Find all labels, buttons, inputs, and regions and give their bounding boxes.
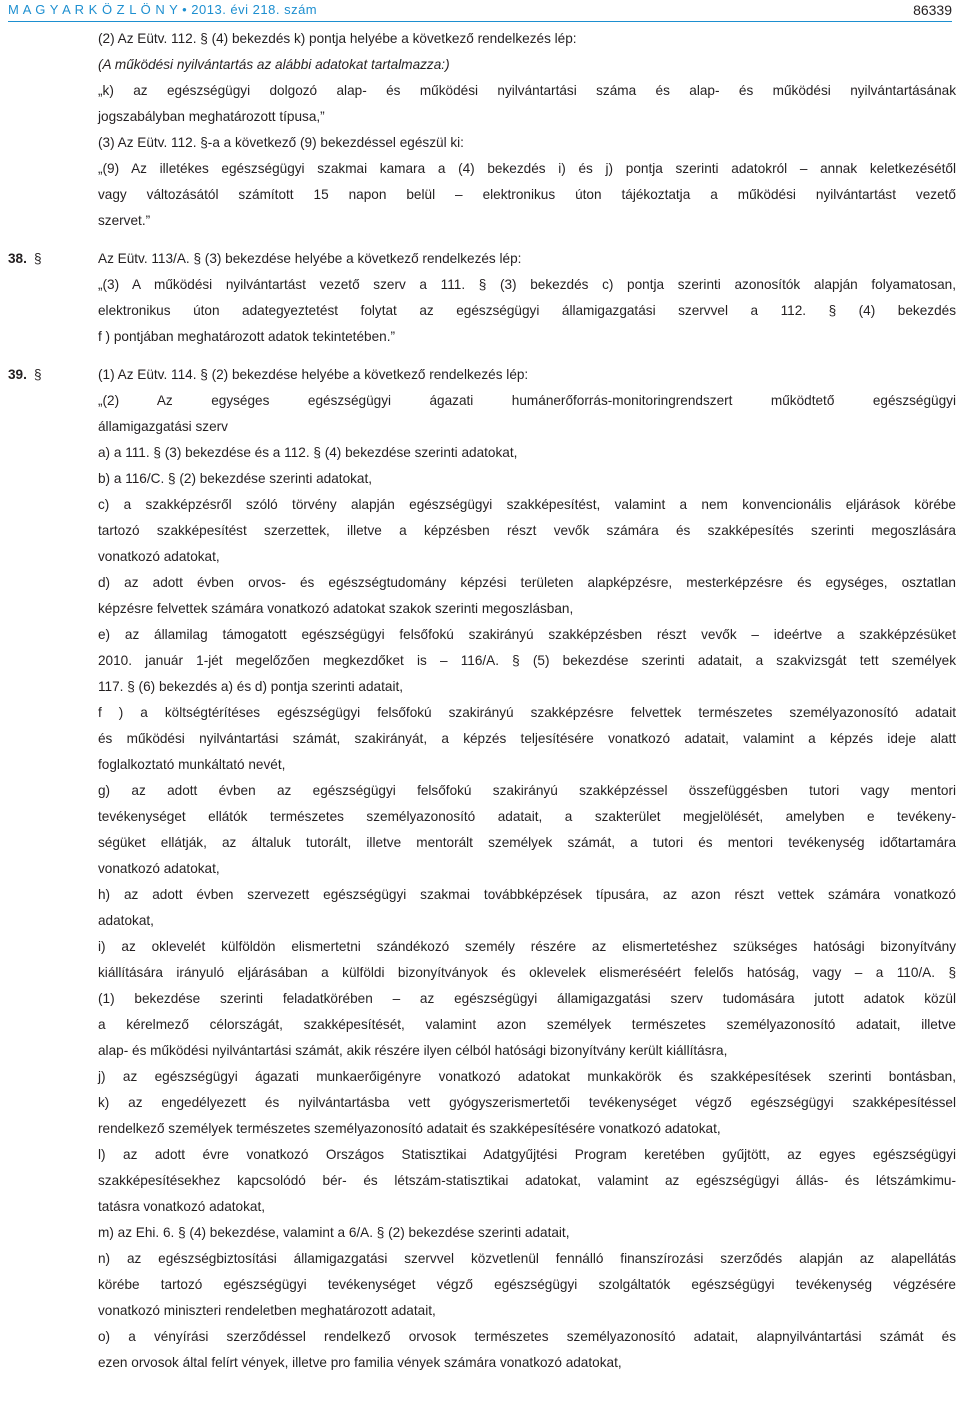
text-line: tevékenységet ellátók természetes személyazonosító adatait, a szakterület megjelölését, amelyben e tevékeny- — [98, 809, 956, 824]
text-line: „k) az egészségügyi dolgozó alap- és működési nyilvántartási száma és alap- és működési nyilvántartásának — [98, 83, 956, 98]
text-line: tartozó szakképesítést szerzettek, illetve a képzésben részt vevők számára és szakképesítés szerinti megoszlására — [98, 523, 956, 538]
text-line: 2010. január 1-jét megelőzően megkezdőket is – 116/A. § (5) bekezdése szerinti adatait, a szakvizsgát tett személyek — [98, 653, 956, 668]
text-line: adatokat, — [98, 913, 154, 928]
text-line: ezen orvosok által felírt vények, illetve pro familia vények számára vonatkozó adatokat, — [98, 1355, 622, 1370]
text-line: rendelkező személyek természetes személyazonosító adatait és szakképesítésére vonatkozó adatokat, — [98, 1121, 721, 1136]
header-rule — [8, 21, 952, 22]
text-line: i) az oklevelét külföldön elismertetni szándékozó személy részére az elismertetéshez szükséges hatósági bizonyítvány — [98, 939, 956, 954]
text-line: f ) a költségtérítéses egészségügyi felsőfokú szakirányú szakképzésre felvettek természetes személyazonosító adatait — [98, 705, 956, 720]
section-sign: § — [34, 367, 42, 382]
text-line: körébe tartozó egészségügyi tevékenységet végző egészségügyi szolgáltatók egészségügyi tevékenység végzésére — [98, 1277, 956, 1292]
page-header — [8, 0, 952, 20]
text-line: (1) bekezdése szerinti feladatkörében – az egészségügyi államigazgatási szerv tudomására jutott adatok közül — [98, 991, 956, 1006]
text-line: (3) Az Eütv. 112. §-a a következő (9) bekezdéssel egészül ki: — [98, 135, 464, 150]
text-line: szakképesítésekhez kapcsolódó bér- és létszám-statisztikai adatokat, valamint az egészségügyi állás- és létszámkimu- — [98, 1173, 956, 1188]
text-line: l) az adott évre vonatkozó Országos Statisztikai Adatgyűjtési Program keretében gyűjtött, az egyes egészségügyi — [98, 1147, 956, 1162]
section-38 — [0, 246, 960, 272]
text-line: jogszabályban meghatározott típusa,” — [98, 109, 325, 124]
text-line: „(3) A működési nyilvántartást vezető szerv a 111. § (3) bekezdés c) pontja szerinti azonosítók alapján folyamatosan, — [98, 277, 956, 292]
section-39 — [0, 362, 960, 388]
text-line: szervet.” — [98, 213, 151, 228]
text-line: o) a vényírási szerződéssel rendelkező orvosok természetes személyazonosító adatait, alapnyilvántartási számát és — [98, 1329, 956, 1344]
text-line: 117. § (6) bekezdés a) és d) pontja szerinti adatait, — [98, 679, 404, 694]
text-line: vonatkozó adatokat, — [98, 549, 220, 564]
text-line: vonatkozó adatokat, — [98, 861, 220, 876]
text-line: e) az államilag támogatott egészségügyi felsőfokú szakirányú szakképzésben részt vevők – ideértve a szakképzésüket — [98, 627, 956, 642]
text-line: „(9) Az illetékes egészségügyi szakmai kamara a (4) bekezdés i) és j) pontja szerinti adatokról – annak keletkezésétől — [98, 161, 956, 176]
text-line: Az Eütv. 113/A. § (3) bekezdése helyébe a következő rendelkezés lép: — [98, 251, 522, 266]
text-line: (A működési nyilvántartás az alábbi adatokat tartalmazza:) — [98, 57, 450, 72]
text-line: (1) Az Eütv. 114. § (2) bekezdése helyébe a következő rendelkezés lép: — [98, 367, 529, 382]
text-line: h) az adott évben szervezett egészségügyi szakmai továbbképzések típusára, az azon részt vettek számára vonatkozó — [98, 887, 956, 902]
section-sign: § — [34, 251, 42, 266]
text-line: elektronikus úton adategyeztetést folytat az egészségügyi államigazgatási szervvel a 112. § (4) bekezdés — [98, 303, 956, 318]
text-line: b) a 116/C. § (2) bekezdése szerinti adatokat, — [98, 471, 373, 486]
text-line: képzésre felvettek számára vonatkozó adatokat szakok szerinti megoszlásban, — [98, 601, 574, 616]
section-gap — [0, 350, 960, 362]
text-line: n) az egészségbiztosítási államigazgatási szervvel közvetlenül fennálló finanszírozási szerződés alapján az alapellátás — [98, 1251, 956, 1266]
text-line: m) az Ehi. 6. § (4) bekezdése, valamint a 6/A. § (2) bekezdése szerinti adatait, — [98, 1225, 570, 1240]
text-line: vagy változásától számított 15 napon belül – elektronikus úton tájékoztatja a működési nyilvántartást vezető — [98, 187, 956, 202]
section-gap — [0, 234, 960, 246]
section-number: 39. — [8, 367, 27, 382]
document-body — [0, 26, 960, 1376]
text-line: f ) pontjában meghatározott adatok tekintetében.” — [98, 329, 395, 344]
text-line: kiállítására irányuló eljárásában a külföldi bizonyítványok és oklevelek elismeréséért felelős hatóság, vagy – a 110/A. § — [98, 965, 956, 980]
text-line: tatásra vonatkozó adatokat, — [98, 1199, 266, 1214]
text-line: ségüket ellátják, az általuk tutorált, illetve mentorált személyek számát, a tutori és mentori tevékenység időtartamára — [98, 835, 956, 850]
text-line: k) az engedélyezett és nyilvántartásba vett gyógyszerismertetői tevékenységet végző egészségügyi szakképesítéssel — [98, 1095, 956, 1110]
page-number: 86339 — [913, 2, 952, 18]
text-line: c) a szakképzésről szóló törvény alapján egészségügyi szakképesítést, valamint a nem konvencionális eljárások körébe — [98, 497, 956, 512]
text-line: és működési nyilvántartási számát, szakirányát, a képzés teljesítésére vonatkozó adatait, valamint a képzés ideje alatt — [98, 731, 956, 746]
text-line: (2) Az Eütv. 112. § (4) bekezdés k) pontja helyébe a következő rendelkezés lép: — [98, 31, 577, 46]
text-line: államigazgatási szerv — [98, 419, 228, 434]
section-number: 38. — [8, 251, 27, 266]
text-line: a) a 111. § (3) bekezdése és a 112. § (4) bekezdése szerinti adatokat, — [98, 445, 518, 460]
text-line: „(2) Az egységes egészségügyi ágazati humánerőforrás-monitoringrendszert működtető egészségügyi — [98, 393, 956, 408]
text-line: vonatkozó miniszteri rendeletben meghatározott adatait, — [98, 1303, 436, 1318]
text-line: alap- és működési nyilvántartási számát, akik részére ilyen célból hatósági bizonyítvány került kiállításra, — [98, 1043, 728, 1058]
text-line: d) az adott évben orvos- és egészségtudomány képzési területen alapképzésre, mesterképzésre és egységes, osztatlan — [98, 575, 956, 590]
text-line: a kérelmező célországát, szakképesítését, valamint azon személyek természetes személyazonosító adatait, illetve — [98, 1017, 956, 1032]
text-line: g) az adott évben az egészségügyi felsőfokú szakirányú szakképzéssel összefüggésben tutori vagy mentori — [98, 783, 956, 798]
journal-title: M A G Y A R K Ö Z L Ö N Y • 2013. évi 218. szám — [8, 2, 318, 17]
text-line: j) az egészségügyi ágazati munkaerőigényre vonatkozó adatokat munkakörök és szakképesítések szerinti bontásban, — [98, 1069, 956, 1084]
text-line: foglalkoztató munkáltató nevét, — [98, 757, 286, 772]
